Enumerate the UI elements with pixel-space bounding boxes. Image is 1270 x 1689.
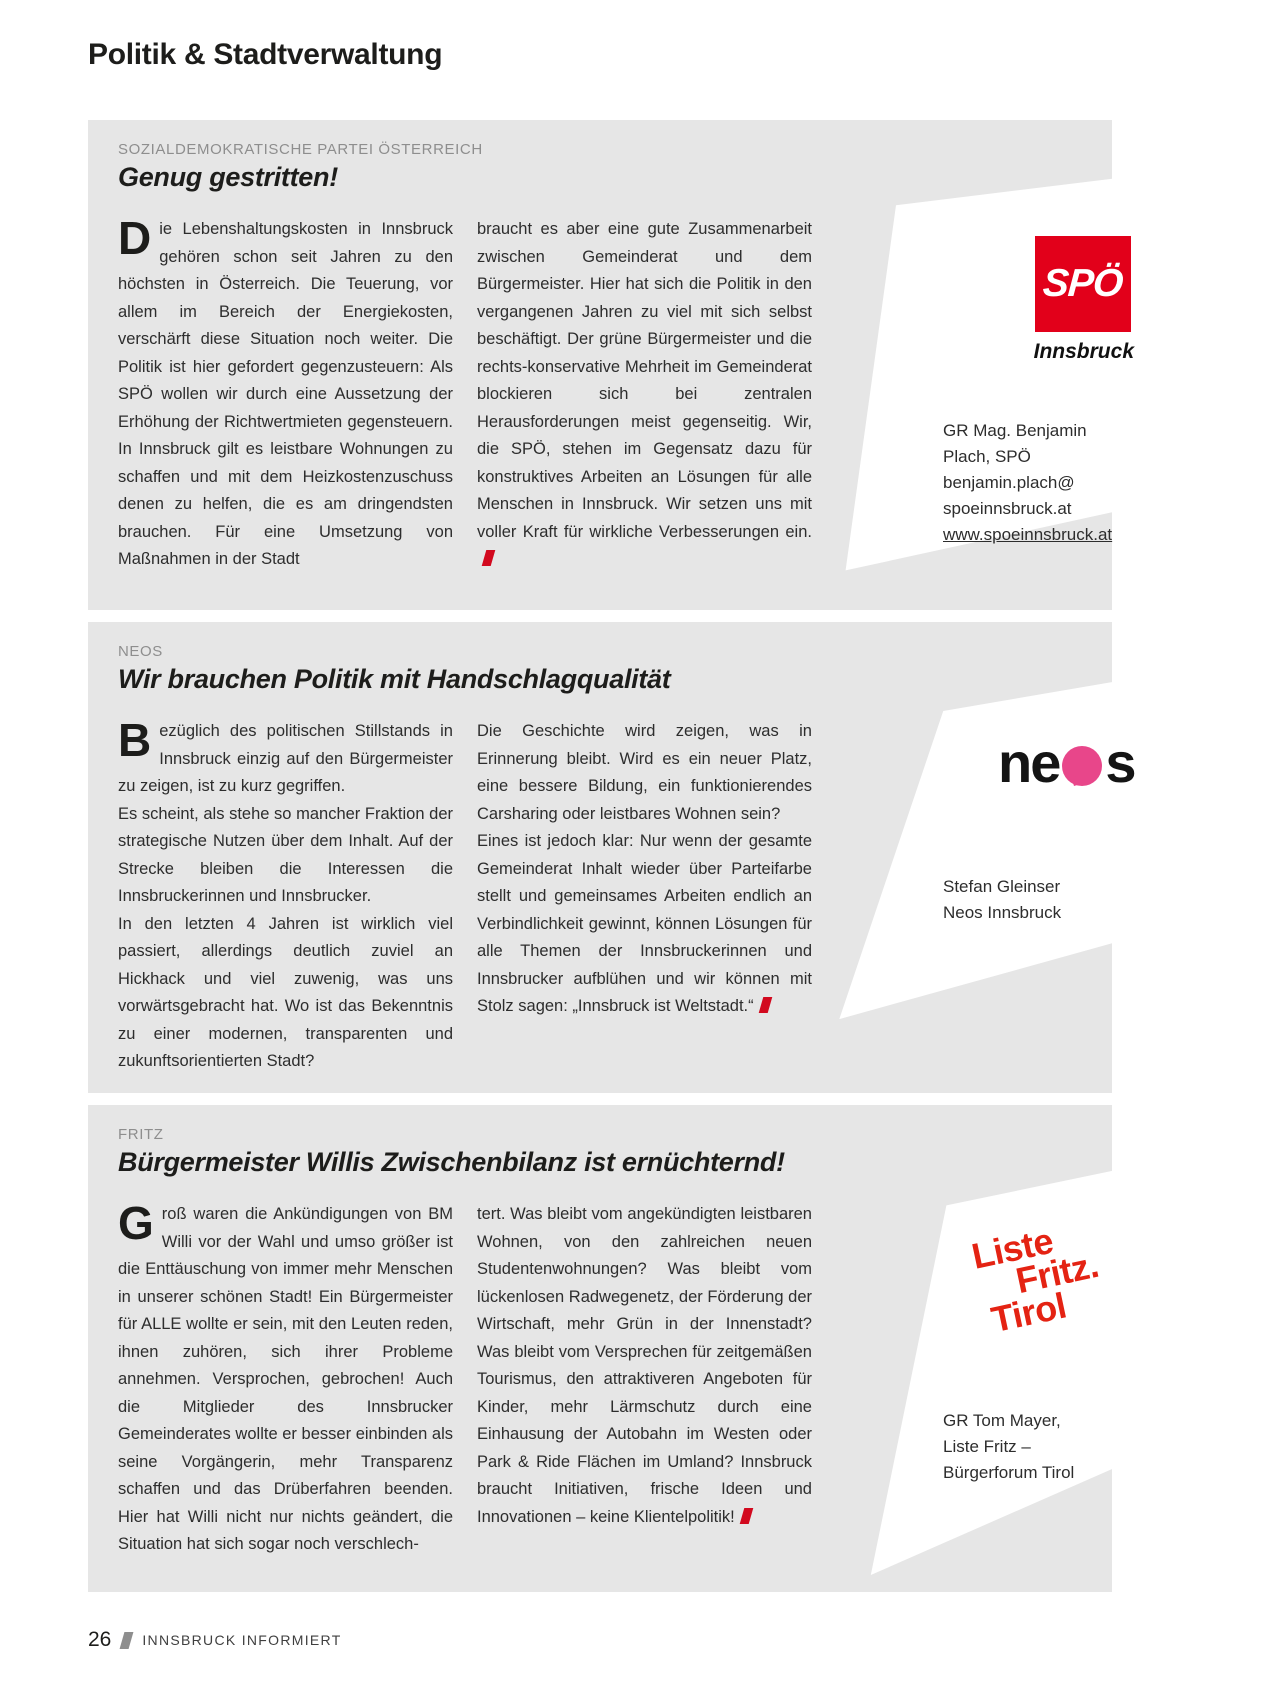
dropcap: D [118,212,152,264]
contact-org-2: Bürgerforum Tirol [943,1463,1075,1482]
slash-icon [120,1632,134,1649]
paper-shape [833,1155,1148,1575]
body-text: ezüglich des politischen Stillstands in Innsbruck einzig auf den Bürgermeister zu zeigen, ist zu kurz gegriffen. [118,722,453,795]
article-column-1 [118,212,453,574]
article-column-2 [477,718,812,1076]
spoe-logo-subtitle: Innsbruck [1033,340,1134,363]
fritz-logo-line-1: Liste [968,1219,1057,1277]
fritz-logo-line-3: Tirol [987,1284,1070,1341]
body-text: In den letzten 4 Jahren ist wirklich viel passiert, allerdings deutlich zuviel an Hickhack und viel zuwenig, was uns vorwärtsgebracht hat. Wo ist das Bekenntnis zu einer modernen, transparenten und zukunftsorientierten Stadt? [118,914,453,1070]
end-mark-icon [739,1508,753,1524]
body-text: braucht es aber eine gute Zusammenarbeit zwischen Gemeinderat und dem Bürgermeister. Hier hat sich die Politik in den vergangenen Jahren zu viel mit sich selbst beschäftigt. Der grüne Bürgermeister und die rechts-konservative Mehrheit im Gemeinderat blockieren sich bei zentralen Herausforderungen meist gegenseitig. Wir, die SPÖ, stehen im Gegensatz dazu für konstruktives Arbeiten an Lösungen für alle Menschen in Innsbruck. Wir setzen uns mit voller Kraft für wirkliche Verbesserungen ein. [477,220,812,541]
body-text: Die Geschichte wird zeigen, was in Erinnerung bleibt. Wird es ein neuer Platz, eine bessere Bildung, ein funktionierendes Carsharing oder leistbares Wohnen sein? [477,722,812,823]
page-number: 26 [88,1628,112,1651]
article-column-2 [477,1201,812,1559]
end-mark-icon [758,997,772,1013]
page-title: Politik & Stadtverwaltung [88,38,443,71]
contact-block [943,874,1061,926]
section-kicker: NEOS [118,643,163,660]
page-footer [88,1628,342,1652]
section-neos [88,622,1135,1093]
section-kicker: SOZIALDEMOKRATISCHE PARTEI ÖSTERREICH [118,141,483,158]
contact-name: GR Mag. Benjamin Plach, SPÖ [943,421,1087,466]
dropcap: B [118,714,152,766]
article-columns [118,1197,812,1559]
body-text: roß waren die Ankündigungen von BM Willi vor der Wahl und umso größer ist die Enttäuschung von immer mehr Menschen in unserer schönen Stadt! Ein Bürgermeister für ALLE wollte er sein, mit den Leuten reden, ihnen zuhören, sich ihrer Probleme annehmen. Versprochen, gebrochen! Auch die Mitglieder des Innsbrucker Gemeinderates wollte er besser einbinden als seine Vorgängerin, mehr Transparenz schaffen und das Drüberfahren beenden. Hier hat Willi nicht nur nichts geändert, die Situation hat sich sogar noch verschlech- [118,1205,453,1553]
fritz-logo-line-2: Fritz. [1012,1243,1102,1302]
body-text: Es scheint, als stehe so mancher Fraktion der strategische Nutzen über dem Inhalt. Auf der Strecke bleiben die Interessen die Innsbruckerinnen und Innsbrucker. [118,804,453,905]
contact-org-1: Liste Fritz – [943,1437,1031,1456]
section-title: Bürgermeister Willis Zwischenbilanz ist ernüchternd! [118,1147,785,1177]
section-kicker: FRITZ [118,1126,164,1143]
article-column-1 [118,1197,453,1559]
contact-org: Neos Innsbruck [943,903,1062,922]
spoe-logo-text: SPÖ [1041,262,1125,305]
contact-block [943,418,1112,548]
article-column-2 [477,216,812,574]
section-title: Wir brauchen Politik mit Handschlagqualität [118,664,671,694]
contact-email-2: spoeinnsbruck.at [943,499,1072,518]
section-spoe [88,120,1134,610]
neos-logo [998,730,1135,795]
article-column-1 [118,714,453,1076]
section-title: Genug gestritten! [118,162,338,192]
body-text: tert. Was bleibt vom angekündigten leistbaren Wohnen, von den zahlreichen neuen Studentenwohnungen? Was bleibt vom lückenlosen Radwegenetz, der Förderung der Wirtschaft, mehr Grün in der Innenstadt? Was bleibt vom Versprechen für zeitgemäßen Tourismus, den attraktiveren Angeboten für Kinder, mehr Lärmschutz durch eine Einhausung der Autobahn im Westen oder Park & Ride Flächen im Umland? Innsbruck braucht Initiativen, frische Ideen und Innovationen – keine Klientelpolitik! [477,1205,812,1526]
dropcap: G [118,1197,154,1249]
body-text: Eines ist jedoch klar: Nur wenn der gesamte Gemeinderat Inhalt wieder über Parteifarbe stellt und gemeinsames Arbeiten endlich an Verbindlichkeit gewinnt, können Lösungen für alle Themen der Innsbruckerinnen und Innsbrucker aufblühen und wir können mit Stolz sagen: „Innsbruck ist Weltstadt.“ [477,832,812,1015]
end-mark-icon [482,550,496,566]
contact-name: Stefan Gleinser [943,877,1061,896]
section-fritz [88,1105,1112,1592]
contact-name: GR Tom Mayer, [943,1411,1061,1430]
article-columns [118,714,812,1076]
magazine-name: INNSBRUCK INFORMIERT [142,1632,342,1648]
body-text: ie Lebenshaltungskosten in Innsbruck gehören schon seit Jahren zu den höchsten in Österreich. Die Teuerung, vor allem im Bereich der Energiekosten, verschärft diese Situation noch weiter. Die Politik ist hier gefordert gegenzusteuern: Als SPÖ wollen wir durch eine Aussetzung der Erhöhung der Richtwertmieten gegensteuern. In Innsbruck gilt es leistbare Wohnungen zu schaffen und mit dem Heizkostenzuschuss denen zu helfen, die es am dringendsten brauchen. Für eine Umsetzung von Maßnahmen in der Stadt [118,220,453,568]
spoe-logo [1035,236,1131,332]
contact-block [943,1408,1074,1486]
article-columns [118,212,812,574]
contact-website-link[interactable]: www.spoeinnsbruck.at [943,525,1113,544]
neos-logo-left: ne [998,731,1060,794]
speech-bubble-icon [1062,746,1102,786]
neos-logo-right: s [1105,731,1135,794]
contact-email-1: benjamin.plach@ [943,473,1075,492]
